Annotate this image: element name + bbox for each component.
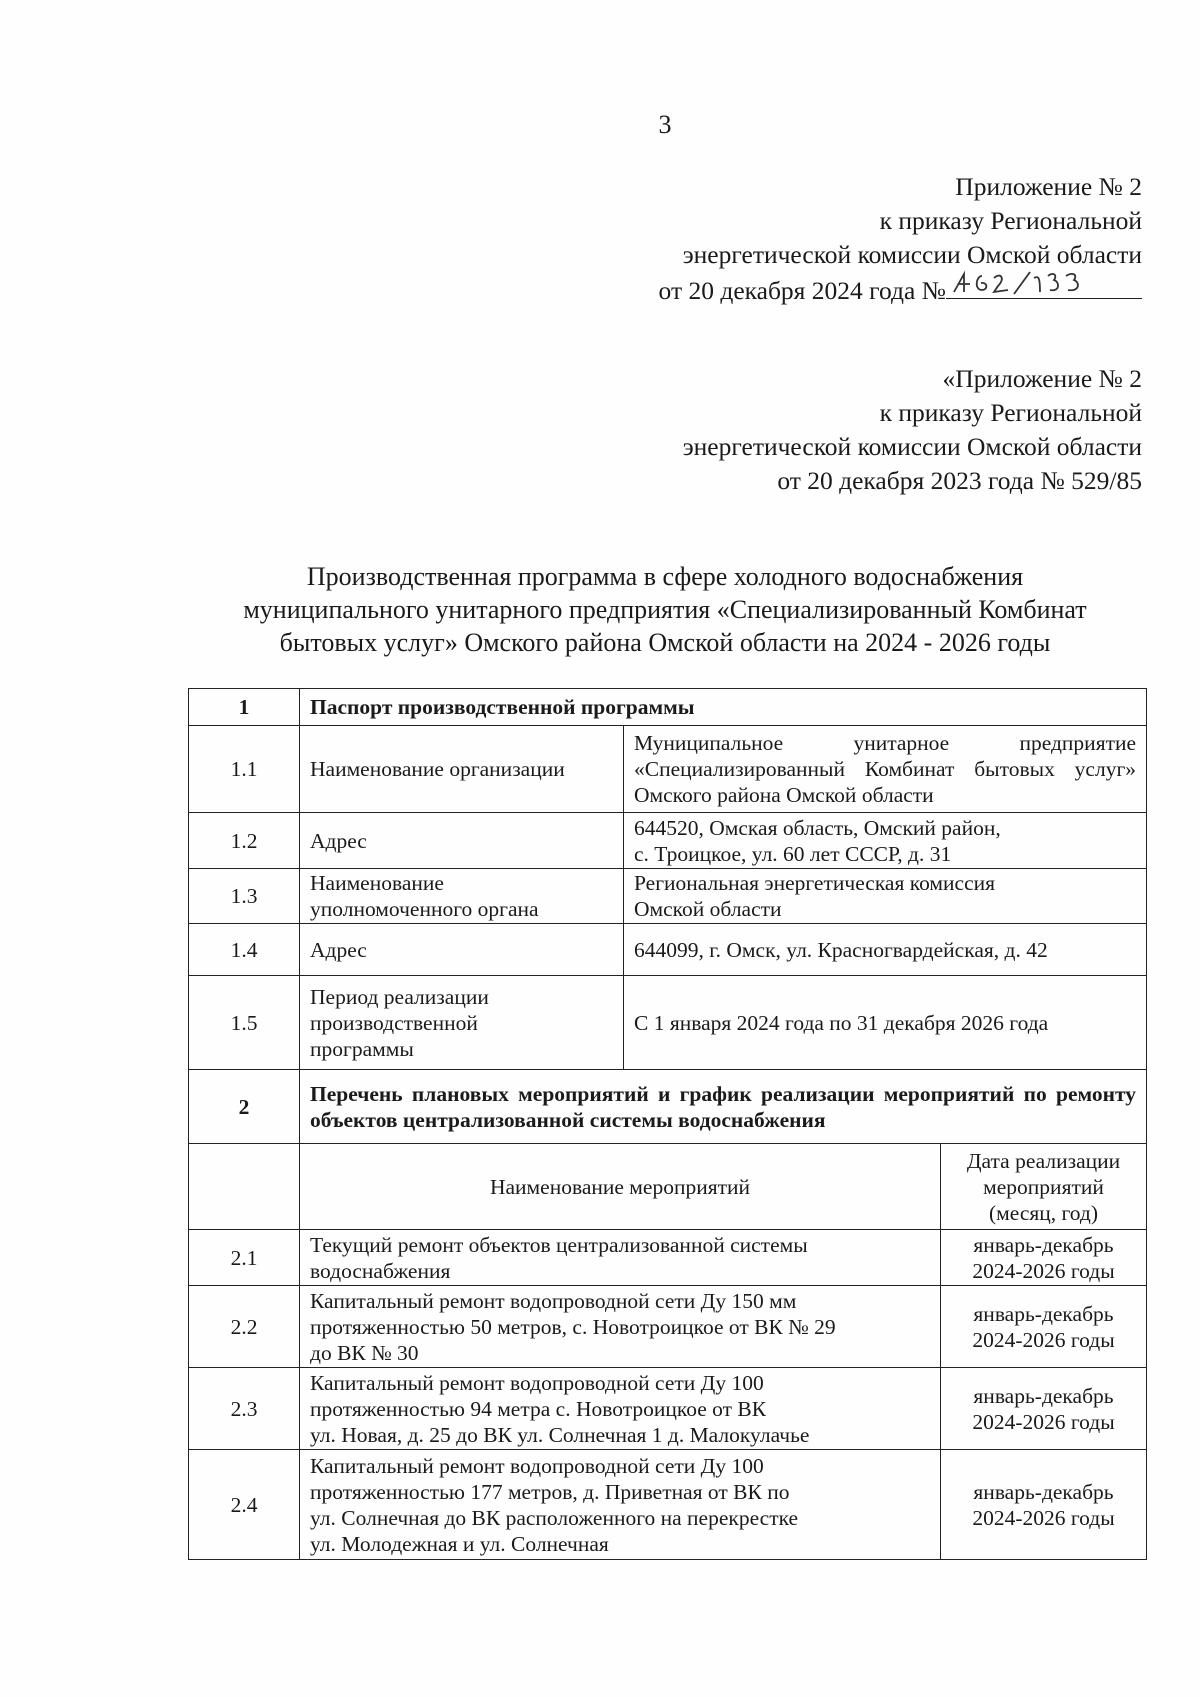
row-value: С 1 января 2024 года по 31 декабря 2026 года — [624, 976, 1147, 1070]
header-line: к приказу Региональной — [879, 398, 1142, 427]
date-line: январь-декабрь — [973, 1479, 1114, 1504]
date-line: январь-декабрь — [973, 1383, 1114, 1408]
header-line-date — [659, 272, 1142, 308]
row-number: 2.3 — [189, 1368, 300, 1450]
table-row — [189, 1450, 1147, 1560]
date-line: 2024-2026 годы — [972, 1327, 1115, 1352]
page-number: 3 — [658, 110, 672, 139]
table-row — [189, 1286, 1147, 1368]
row-label: Адрес — [300, 813, 624, 869]
column-header-line: (месяц, год) — [988, 1200, 1099, 1225]
row-number: 1.4 — [189, 924, 300, 976]
label-line: уполномоченного органа — [310, 897, 539, 921]
row-number: 1.1 — [189, 726, 300, 813]
row-number: 2.1 — [189, 1230, 300, 1286]
label-line: Период реализации — [310, 984, 489, 1009]
row-value: Муниципальное унитарное предприятие «Специализированный Комбинат бытовых услуг» Омского района Омской области — [624, 726, 1147, 813]
activity-line: Капитальный ремонт водопроводной сети Ду 100 — [310, 1453, 764, 1478]
row-date — [941, 1450, 1147, 1560]
table-row — [189, 976, 1147, 1070]
section-2-header-row — [189, 1070, 1147, 1144]
date-line: январь-декабрь — [973, 1232, 1114, 1257]
header-line: энергетической комиссии Омской области — [682, 240, 1142, 269]
activity-line: Текущий ремонт объектов централизованной системы — [310, 1232, 808, 1257]
row-label: Наименование организации — [300, 726, 624, 813]
activity-line: протяженностью 50 метров, с. Новотроицкое от ВК № 29 — [310, 1314, 836, 1339]
value-line: Омской области — [634, 897, 782, 921]
value-line: с. Троицкое, ул. 60 лет СССР, д. 31 — [634, 841, 952, 866]
date-line: 2024-2026 годы — [972, 1258, 1115, 1283]
table-row — [189, 1368, 1147, 1450]
header-line: энергетической комиссии Омской области — [682, 432, 1142, 461]
row-value: 644099, г. Омск, ул. Красногвардейская, д. 42 — [624, 924, 1147, 976]
row-activity — [300, 1368, 941, 1450]
table-row — [189, 1230, 1147, 1286]
section-1-header-row — [189, 689, 1147, 726]
row-number: 2.2 — [189, 1286, 300, 1368]
row-number: 2.4 — [189, 1450, 300, 1560]
section-heading: Перечень плановых мероприятий и график реализации мероприятий по ремонту объектов централизованной системы водоснабжения — [300, 1070, 1147, 1144]
section-number: 2 — [189, 1070, 300, 1144]
label-line: Наименование — [310, 871, 444, 895]
date-line: 2024-2026 годы — [972, 1505, 1115, 1530]
row-label — [300, 869, 624, 924]
row-value — [624, 869, 1147, 924]
activity-line: Капитальный ремонт водопроводной сети Ду 150 мм — [310, 1288, 797, 1313]
header-line: «Приложение № 2 — [942, 364, 1142, 393]
handwritten-number-field — [946, 272, 1142, 299]
row-date — [941, 1230, 1147, 1286]
date-line: январь-декабрь — [973, 1301, 1114, 1326]
activity-line: до ВК № 30 — [310, 1340, 419, 1365]
section-heading: Паспорт производственной программы — [300, 689, 1147, 726]
row-activity — [300, 1450, 941, 1560]
activity-line: ул. Солнечная до ВК расположенного на перекрестке — [310, 1505, 799, 1530]
table-row — [189, 924, 1147, 976]
row-label: Адрес — [300, 924, 624, 976]
header-date-prefix: от 20 декабря 2024 года № — [658, 276, 946, 305]
row-date — [941, 1368, 1147, 1450]
table-row — [189, 869, 1147, 924]
row-label — [300, 976, 624, 1070]
table-row — [189, 726, 1147, 813]
title-line: бытовых услуг» Омского района Омской области на 2024 - 2026 годы — [279, 628, 1051, 657]
column-header-line: мероприятий — [983, 1174, 1104, 1199]
empty-cell — [189, 1144, 300, 1230]
column-header-line: Дата реализации — [966, 1148, 1121, 1173]
row-date — [941, 1286, 1147, 1368]
activity-line: водоснабжения — [310, 1258, 451, 1283]
row-number: 1.5 — [189, 976, 300, 1070]
column-header-date — [941, 1144, 1147, 1230]
activity-line: ул. Новая, д. 25 до ВК ул. Солнечная 1 д. Малокулачье — [310, 1422, 810, 1447]
header-line: к приказу Региональной — [879, 206, 1142, 235]
label-line: программы — [310, 1036, 414, 1061]
production-program-table — [188, 688, 1147, 1560]
value-line: Региональная энергетическая комиссия — [634, 871, 996, 895]
row-activity — [300, 1286, 941, 1368]
row-activity — [300, 1230, 941, 1286]
column-header-name: Наименование мероприятий — [300, 1144, 941, 1230]
document-title — [190, 560, 1140, 659]
row-number: 1.2 — [189, 813, 300, 869]
section-2-column-header-row — [189, 1144, 1147, 1230]
section-number: 1 — [189, 689, 300, 726]
header-line: Приложение № 2 — [955, 172, 1142, 201]
activity-line: ул. Молодежная и ул. Солнечная — [310, 1531, 609, 1556]
value-line: 644520, Омская область, Омский район, — [634, 815, 1001, 840]
row-number: 1.3 — [189, 869, 300, 924]
handwritten-number-signature — [948, 268, 1098, 298]
title-line: Производственная программа в сфере холодного водоснабжения — [306, 562, 1024, 591]
row-value — [624, 813, 1147, 869]
appendix-header-original — [683, 362, 1142, 498]
table-row — [189, 813, 1147, 869]
title-line: муниципального унитарного предприятия «Специализированный Комбинат — [243, 595, 1087, 624]
activity-line: протяженностью 177 метров, д. Приветная от ВК по — [310, 1479, 790, 1504]
activity-line: протяженностью 94 метра с. Новотроицкое от ВК — [310, 1396, 767, 1421]
date-line: 2024-2026 годы — [972, 1409, 1115, 1434]
header-line: от 20 декабря 2023 года № 529/85 — [777, 466, 1142, 495]
appendix-header-current — [659, 170, 1142, 308]
label-line: производственной — [310, 1010, 478, 1035]
activity-line: Капитальный ремонт водопроводной сети Ду 100 — [310, 1370, 764, 1395]
